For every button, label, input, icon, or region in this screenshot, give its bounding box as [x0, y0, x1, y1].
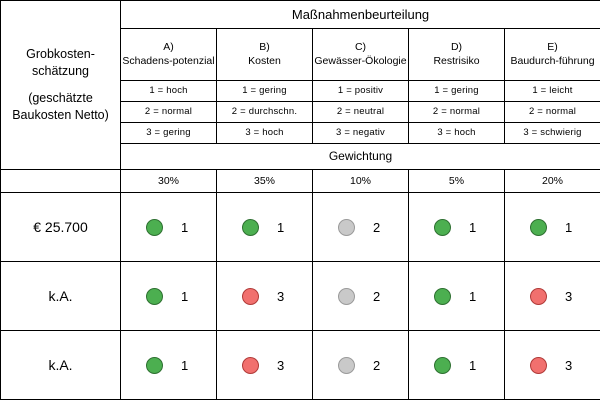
- score-cell-d: [409, 193, 505, 262]
- score-cell-c: [313, 193, 409, 262]
- group-title: Maßnahmenbeurteilung: [121, 1, 600, 29]
- status-dot-green: [434, 288, 451, 305]
- scale-a-3: 3 = gering: [121, 122, 217, 143]
- scale-d-1: 1 = gering: [409, 80, 505, 101]
- status-dot-green: [434, 219, 451, 236]
- scale-d-2: 2 = normal: [409, 101, 505, 122]
- weight-a: 30%: [121, 170, 217, 193]
- weight-title: Gewichtung: [121, 143, 600, 169]
- criterion-letter-e: E): [547, 41, 558, 54]
- score-cell-c: [313, 262, 409, 331]
- score-value: 3: [277, 357, 285, 373]
- score-value: 1: [565, 219, 573, 235]
- status-dot-green: [434, 357, 451, 374]
- criterion-header-b: [217, 29, 313, 81]
- status-dot-grey: [338, 219, 355, 236]
- score-value: 1: [469, 288, 477, 304]
- score-cell-d: [409, 331, 505, 400]
- row-label-header: [1, 1, 121, 170]
- status-dot-red: [530, 288, 547, 305]
- scale-c-2: 2 = neutral: [313, 101, 409, 122]
- score-cell-e: [505, 331, 600, 400]
- status-dot-grey: [338, 288, 355, 305]
- score-cell-b: [217, 262, 313, 331]
- criterion-letter-b: B): [259, 41, 270, 54]
- score-cell-e: [505, 193, 600, 262]
- weight-e: 20%: [505, 170, 600, 193]
- score-value: 1: [277, 219, 285, 235]
- table-row: [1, 193, 600, 262]
- table-row: [1, 331, 600, 400]
- criterion-letter-d: D): [450, 41, 463, 54]
- score-cell-a: [121, 331, 217, 400]
- criterion-name-b: Kosten: [248, 55, 281, 68]
- score-value: 3: [565, 357, 573, 373]
- scale-b-3: 3 = hoch: [217, 122, 313, 143]
- table-row: [1, 262, 600, 331]
- status-dot-green: [530, 219, 547, 236]
- weight-row-label-spacer: [1, 170, 121, 193]
- status-dot-green: [146, 219, 163, 236]
- criterion-name-d: Restrisiko: [433, 55, 480, 68]
- status-dot-red: [530, 357, 547, 374]
- score-value: 2: [373, 357, 381, 373]
- criterion-name-c: Gewässer-Ökologie: [314, 55, 407, 68]
- status-dot-green: [146, 288, 163, 305]
- cost-estimate-value: k.A.: [1, 262, 121, 331]
- score-value: 1: [181, 357, 189, 373]
- criterion-header-c: [313, 29, 409, 81]
- score-cell-b: [217, 193, 313, 262]
- score-cell-c: [313, 331, 409, 400]
- score-value: 2: [373, 288, 381, 304]
- scale-e-2: 2 = normal: [505, 101, 600, 122]
- status-dot-red: [242, 288, 259, 305]
- scale-d-3: 3 = hoch: [409, 122, 505, 143]
- criterion-name-e: Baudurch-führung: [510, 55, 595, 68]
- status-dot-green: [242, 219, 259, 236]
- header-row-group-title: [1, 1, 600, 29]
- weight-d: 5%: [409, 170, 505, 193]
- score-cell-b: [217, 331, 313, 400]
- scale-a-2: 2 = normal: [121, 101, 217, 122]
- weight-b: 35%: [217, 170, 313, 193]
- status-dot-red: [242, 357, 259, 374]
- score-value: 1: [181, 219, 189, 235]
- scale-b-2: 2 = durchschn.: [217, 101, 313, 122]
- cost-estimate-value: k.A.: [1, 331, 121, 400]
- weight-c: 10%: [313, 170, 409, 193]
- scale-c-3: 3 = negativ: [313, 122, 409, 143]
- scale-b-1: 1 = gering: [217, 80, 313, 101]
- score-value: 2: [373, 219, 381, 235]
- score-cell-e: [505, 262, 600, 331]
- criterion-header-d: [409, 29, 505, 81]
- score-value: 3: [565, 288, 573, 304]
- score-value: 3: [277, 288, 285, 304]
- status-dot-green: [146, 357, 163, 374]
- score-cell-a: [121, 262, 217, 331]
- scale-e-3: 3 = schwierig: [505, 122, 600, 143]
- score-cell-d: [409, 262, 505, 331]
- score-value: 1: [469, 357, 477, 373]
- weight-values-row: [1, 170, 600, 193]
- criterion-header-a: [121, 29, 217, 81]
- criterion-letter-a: A): [163, 41, 174, 54]
- criterion-letter-c: C): [354, 41, 367, 54]
- score-value: 1: [181, 288, 189, 304]
- criterion-name-a: Schadens-potenzial: [122, 55, 215, 68]
- score-cell-a: [121, 193, 217, 262]
- scale-c-1: 1 = positiv: [313, 80, 409, 101]
- status-dot-grey: [338, 357, 355, 374]
- row-label-line2: (geschätzte Baukosten Netto): [12, 91, 109, 122]
- scale-e-1: 1 = leicht: [505, 80, 600, 101]
- score-value: 1: [469, 219, 477, 235]
- criterion-header-e: [505, 29, 600, 81]
- row-label-line1: Grobkosten-schätzung: [26, 47, 95, 79]
- scale-a-1: 1 = hoch: [121, 80, 217, 101]
- cost-estimate-value: € 25.700: [1, 193, 121, 262]
